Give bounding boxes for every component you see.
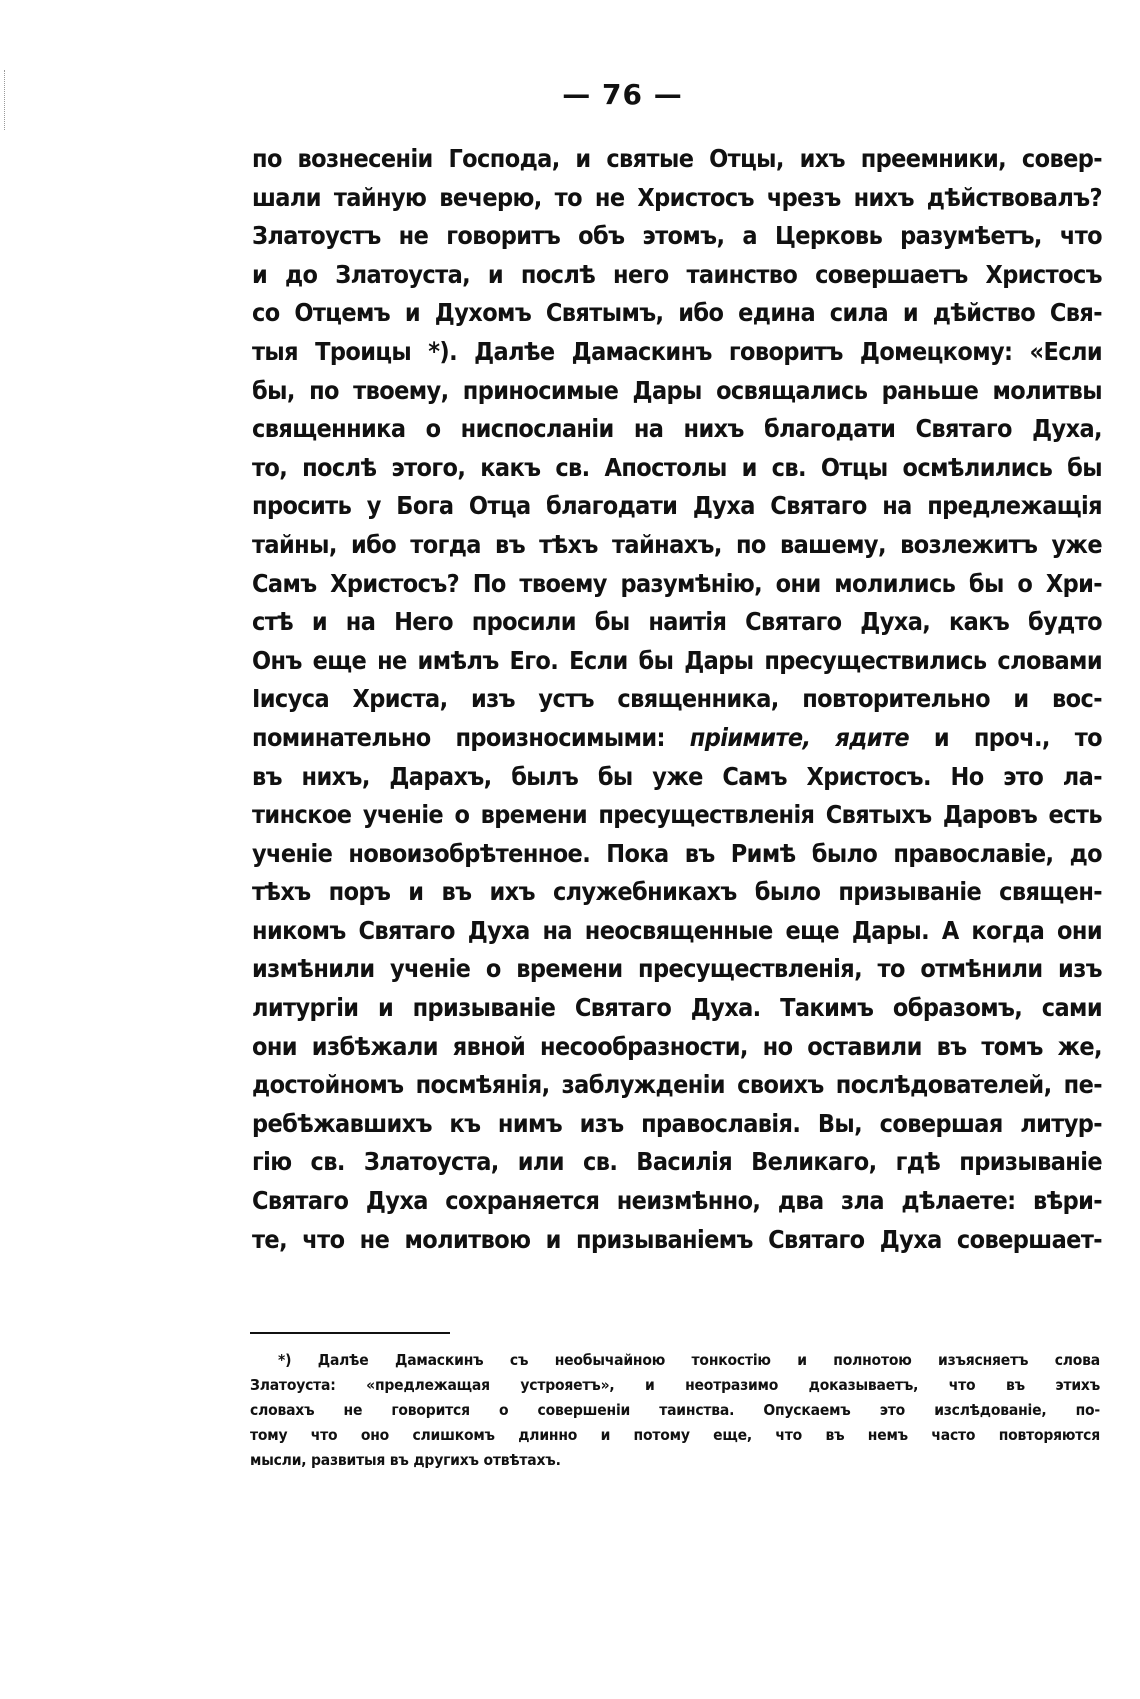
text-line: ребѣжавшихъ къ нимъ изъ православiя. Вы, совершая литур-	[252, 1108, 1102, 1138]
footnote-line: словахъ не говорится о совершенiи таинства. Опускаемъ это изслѣдованiе, по-	[250, 1401, 1100, 1419]
text-line: шали тайную вечерю, то не Христосъ чрезъ нихъ дѣйствовалъ?	[252, 182, 1102, 212]
text-line: священника о ниспосланiи на нихъ благодати Святаго Духа,	[252, 414, 1102, 444]
text-line: тайны, ибо тогда въ тѣхъ тайнахъ, по вашему, возлежитъ уже	[252, 529, 1102, 559]
text-line: достойномъ посмѣянiя, заблужденiи своихъ послѣдователей, пе-	[252, 1070, 1102, 1100]
text-line: со Отцемъ и Духомъ Святымъ, ибо едина сила и дѣйство Свя-	[252, 298, 1102, 328]
main-text-block	[252, 140, 1102, 1259]
text-segment: поминательно произносимыми:	[252, 722, 690, 752]
text-line: тинское ученiе о времени пресуществленiя Святыхъ Даровъ есть	[252, 800, 1102, 830]
text-line: Самъ Христосъ? По твоему разумѣнiю, они молились бы о Хри-	[252, 568, 1102, 598]
text-line: Святаго Духа сохраняется неизмѣнно, два зла дѣлаете: вѣри-	[252, 1186, 1102, 1216]
text-line: литургiи и призыванiе Святаго Духа. Такимъ образомъ, сами	[252, 993, 1102, 1023]
page-number: — 76 —	[562, 78, 683, 111]
text-line: гiю св. Златоуста, или св. Василiя Великаго, гдѣ призыванiе	[252, 1147, 1102, 1177]
text-line: те, что не молитвою и призыванiемъ Святаго Духа совершает-	[252, 1224, 1102, 1254]
text-line: то, послѣ этого, какъ св. Апостолы и св. Отцы осмѣлились бы	[252, 452, 1102, 482]
italic-segment: прiимите, ядите	[689, 722, 909, 752]
text-line: тѣхъ поръ и въ ихъ служебникахъ было призыванiе священ-	[252, 877, 1102, 907]
text-line: Iисуса Христа, изъ устъ священника, повторительно и вос-	[252, 684, 1102, 714]
text-line: въ нихъ, Дарахъ, былъ бы уже Самъ Христосъ. Но это ла-	[252, 761, 1102, 791]
text-line: измѣнили ученiе о времени пресуществленiя, то отмѣнили изъ	[252, 954, 1102, 984]
text-line: ученiе новоизобрѣтенное. Пока въ Римѣ было православiе, до	[252, 838, 1102, 868]
text-line: они избѣжали явной несообразности, но оставили въ томъ же,	[252, 1031, 1102, 1061]
text-line: тыя Троицы *). Далѣе Дамаскинъ говоритъ Домецкому: «Если	[252, 336, 1102, 366]
footnote-separator	[250, 1332, 450, 1334]
text-line: стѣ и на Него просили бы наитiя Святаго Духа, какъ будто	[252, 607, 1102, 637]
text-line: Онъ еще не имѣлъ Его. Если бы Дары пресуществились словами	[252, 645, 1102, 675]
text-segment: и проч., то	[909, 722, 1102, 752]
footnote-line: *) Далѣе Дамаскинъ съ необычайною тонкостiю и полнотою изъясняетъ слова	[278, 1351, 1100, 1369]
text-line: просить у Бога Отца благодати Духа Святаго на предлежащiя	[252, 491, 1102, 521]
text-line: по вознесенiи Господа, и святые Отцы, ихъ преемники, совер-	[252, 144, 1102, 173]
text-line	[252, 719, 1102, 758]
text-line: Златоустъ не говоритъ объ этомъ, а Церковь разумѣетъ, что	[252, 221, 1102, 251]
footnote-line: Златоуста: «предлежащая устрояетъ», и неотразимо доказываетъ, что въ этихъ	[250, 1376, 1100, 1394]
footnote-block	[250, 1348, 1100, 1473]
footnote-line: тому что оно слишкомъ длинно и потому еще, что въ немъ часто повторяются	[250, 1426, 1100, 1444]
text-line: никомъ Святаго Духа на неосвященные еще Дары. А когда они	[252, 915, 1102, 945]
footnote-line: мысли, развитыя въ другихъ отвѣтахъ.	[250, 1451, 561, 1469]
text-line: бы, по твоему, приносимые Дары освящались раньше молитвы	[252, 375, 1102, 405]
text-line: и до Златоуста, и послѣ него таинство совершаетъ Христосъ	[252, 259, 1102, 289]
